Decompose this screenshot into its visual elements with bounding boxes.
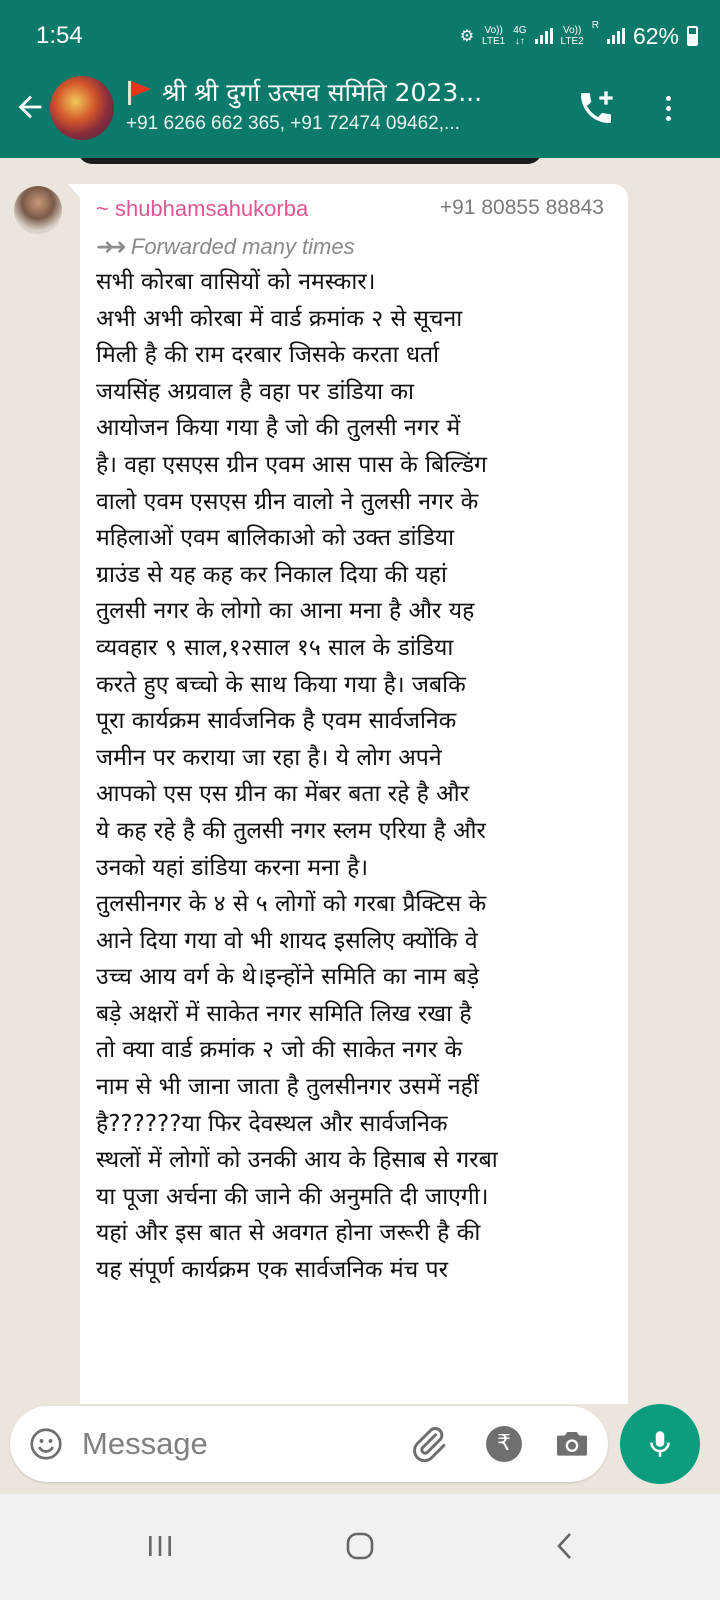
forwarded-many-times-icon: ➜➜ [96, 234, 121, 259]
message-line: मिली है की राम दरबार जिसके करता धर्ता [96, 342, 440, 369]
payment-rupee-icon[interactable]: ₹ [486, 1426, 522, 1462]
battery-icon [687, 26, 698, 46]
message-line: है। वहा एसएस ग्रीन एवम आस पास के बिल्डिंग [96, 451, 487, 478]
group-members: +91 6266 662 365, +91 72474 09462,... [126, 113, 460, 134]
back-arrow-svg [13, 90, 47, 124]
sender-phone: +91 80855 88843 [439, 196, 604, 219]
message-line: आयोजन किया गया है जो की तुलसी नगर में [96, 415, 461, 442]
recents-svg [142, 1528, 178, 1564]
home-icon[interactable] [342, 1528, 378, 1564]
message-line: उनको यहां डांडिया करना मना है। [96, 854, 369, 881]
status-time: 1:54 [36, 22, 83, 49]
forwarded-label: Forwarded many times [130, 234, 355, 259]
message-line: तुलसीनगर के ४ से ५ लोगों को गरबा प्रैक्टिस के [96, 891, 487, 918]
message-line: तो क्या वार्ड क्रमांक २ जो की साकेत नगर के [96, 1037, 463, 1064]
message-meta [96, 196, 612, 230]
message-line: व्यवहार ९ साल,१२साल १५ साल के डांडिया [96, 634, 454, 661]
nav-back-svg [548, 1528, 584, 1564]
message-line: वालो एवम एसएस ग्रीन वालो ने तुलसी नगर के [96, 488, 479, 515]
message-line: सभी कोरबा वासियों को नमस्कार। [96, 269, 376, 295]
message-line: स्थलों में लोगों को उनकी आय के हिसाब से गरबा [96, 1147, 498, 1174]
flag-icon [126, 81, 152, 103]
message-composer [10, 1406, 608, 1482]
sim2-top-label: Vo)) [562, 25, 582, 36]
sim2-volte-indicator [561, 25, 584, 47]
sim1-bottom-label: LTE1 [482, 36, 506, 47]
message-line: जमीन पर कराया जा रहा है। ये लोग अपने [96, 744, 442, 771]
paperclip-svg [408, 1424, 448, 1464]
voice-record-button[interactable] [620, 1404, 700, 1484]
system-nav-bar [0, 1494, 720, 1600]
sim1-top-label: Vo)) [484, 25, 503, 36]
message-line: करते हुए बच्चो के साथ किया गया है। जबकि [96, 671, 466, 698]
sim2-bottom-label: LTE2 [560, 36, 584, 47]
add-call-svg [576, 88, 616, 128]
group-title: श्री श्री दुर्गा उत्सव समिति 2023... [162, 78, 483, 107]
message-text [96, 264, 612, 1289]
back-arrow-icon[interactable] [10, 90, 50, 130]
group-info[interactable] [126, 76, 556, 138]
emoji-icon[interactable] [28, 1426, 64, 1462]
forwarded-indicator [96, 230, 612, 264]
message-bubble[interactable] [80, 184, 628, 1404]
data-saver-icon: ⚙ [459, 28, 475, 45]
chat-area[interactable] [0, 158, 720, 1404]
camera-svg [552, 1424, 592, 1464]
group-avatar[interactable] [50, 76, 114, 140]
previous-message-edge [78, 158, 542, 164]
sender-name[interactable]: ~ shubhamsahukorba [96, 196, 309, 221]
message-line: तुलसी नगर के लोगो का आना मना है और यह [96, 598, 475, 625]
message-line: यह संपूर्ण कार्यक्रम एक सार्वजनिक मंच पर [96, 1257, 448, 1284]
group-title-row [126, 76, 556, 110]
camera-icon[interactable] [552, 1424, 592, 1464]
attach-icon[interactable] [408, 1424, 448, 1464]
add-call-icon[interactable] [576, 88, 616, 128]
message-line: पूरा कार्यक्रम सार्वजनिक है एवम सार्वजनिक [96, 708, 457, 735]
recents-icon[interactable] [142, 1528, 178, 1564]
nav-back-icon[interactable] [548, 1528, 584, 1564]
network-4g-indicator: 4G ↓↑ [513, 25, 527, 47]
message-input[interactable] [82, 1424, 382, 1464]
message-line: बड़े अक्षरों में साकेत नगर समिति लिख रखा है [96, 1000, 472, 1027]
chat-header [0, 72, 720, 158]
message-line: जयसिंह अग्रवाल है वहा पर डांडिया का [96, 378, 414, 405]
sender-avatar[interactable] [14, 186, 62, 234]
status-icons [460, 20, 698, 52]
message-line: यहां और इस बात से अवगत होना जरूरी है की [96, 1220, 481, 1247]
message-line: या पूजा अर्चना की जाने की अनुमति दी जाएगी। [96, 1183, 489, 1210]
message-line: है??????या फिर देवस्थल और सार्वजनिक [96, 1110, 448, 1137]
message-line: आने दिया गया वो भी शायद इसलिए क्योंकि वे [96, 927, 478, 954]
message-line: ये कह रहे है की तुलसी नगर स्लम एरिया है और [96, 817, 486, 844]
top-bar [0, 0, 720, 158]
net-4g-label: 4G [513, 25, 527, 36]
more-vert-icon[interactable] [650, 88, 686, 128]
mic-icon [643, 1427, 677, 1461]
message-line: महिलाओं एवम बालिकाओ को उक्त डांडिया [96, 525, 455, 552]
message-line: अभी अभी कोरबा में वार्ड क्रमांक २ से सूचना [96, 305, 463, 332]
sim1-volte-indicator [482, 25, 505, 47]
signal-sim2-icon [607, 28, 625, 44]
roaming-indicator: R [591, 20, 599, 31]
signal-sim1-icon [535, 28, 553, 44]
battery-percent: 62% [632, 22, 679, 49]
message-line: आपको एस एस ग्रीन का मेंबर बता रहे है और [96, 781, 470, 808]
status-bar [0, 0, 720, 72]
emoji-svg [28, 1426, 64, 1462]
message-line: ग्राउंड से यह कह कर निकाल दिया की यहां [96, 561, 447, 588]
message-line: उच्च आय वर्ग के थे।इन्होंने समिति का नाम बड़े [96, 964, 479, 991]
message-line: नाम से भी जाना जाता है तुलसीनगर उसमें नहीं [96, 1074, 479, 1101]
home-svg [342, 1528, 378, 1564]
